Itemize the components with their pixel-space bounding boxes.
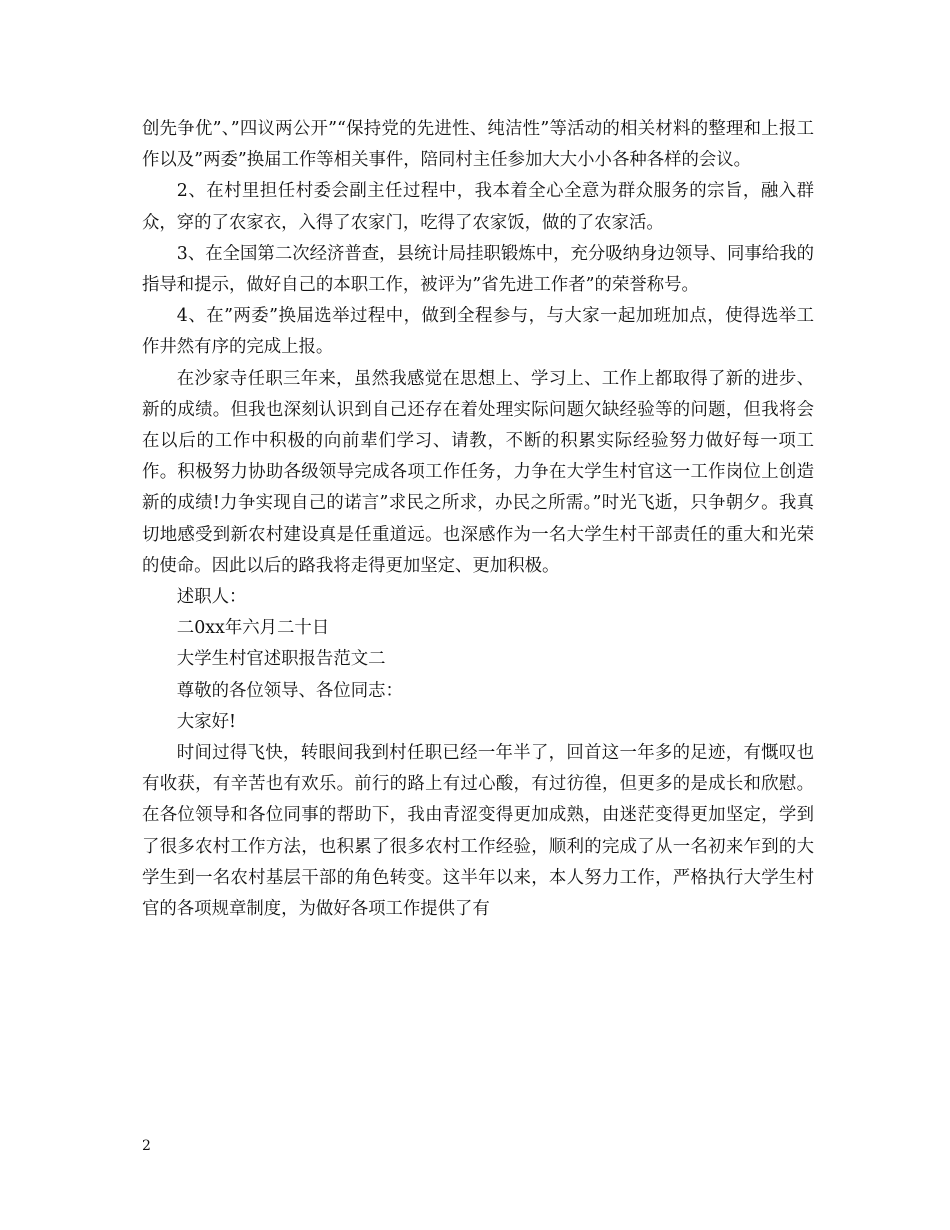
paragraph: 创先争优”、”四议两公开”“保持党的先进性、纯洁性”等活动的相关材料的整理和上报工作以及”两委”换届工作等相关事件，陪同村主任参加大大小小各种各样的会议。 [142, 119, 814, 171]
greeting: 大家好! [176, 711, 236, 732]
paragraph: 3、在全国第二次经济普查，县统计局挂职锻炼中，充分吸纳身边领导、同事给我的指导和提示，做好自己的本职工作，被评为”省先进工作者”的荣誉称号。 [142, 243, 814, 296]
section-title: 大学生村官述职报告范文二 [176, 649, 386, 670]
paragraph: 2、在村里担任村委会副主任过程中，我本着全心全意为群众服务的宗旨，融入群众，穿的了农家衣，入得了农家门，吃得了农家饭，做的了农家活。 [142, 181, 814, 233]
paragraph: 4、在”两委”换届选举过程中，做到全程参与，与大家一起加班加点，使得选举工作井然有序的完成上报。 [142, 306, 814, 358]
signature-label: 述职人： [176, 587, 247, 608]
document-body [142, 114, 814, 925]
salutation: 尊敬的各位领导、各位同志： [176, 680, 403, 701]
page-number: 2 [142, 1138, 151, 1154]
paragraph: 时间过得飞快，转眼间我到村任职已经一年半了，回首这一年多的足迹，有慨叹也有收获，有辛苦也有欢乐。前行的路上有过心酸，有过彷徨，但更多的是成长和欣慰。在各位领导和各位同事的帮助下，我由青涩变得更加成熟，由迷茫变得更加坚定，学到了很多农村工作方法，也积累了很多农村工作经验，顺利的完成了从一名初来乍到的大学生到一名农村基层干部的角色转变。这半年以来，本人努力工作，严格执行大学生村官的各项规章制度，为做好各项工作提供了有 [142, 743, 814, 920]
paragraph: 在沙家寺任职三年来，虽然我感觉在思想上、学习上、工作上都取得了新的进步、新的成绩。但我也深刻认识到自己还存在着处理实际问题欠缺经验等的问题，但我将会在以后的工作中积极的向前辈们学习、请教，不断的积累实际经验努力做好每一项工作。积极努力协助各级领导完成各项工作任务，力争在大学生村官这一工作岗位上创造新的成绩!力争实现自己的诺言”求民之所求，办民之所需。”时光飞逝，只争朝夕。我真切地感受到新农村建设真是任重道远。也深感作为一名大学生村干部责任的重大和光荣的使命。因此以后的路我将走得更加坚定、更加积极。 [142, 368, 814, 576]
date-line: 二0xx年六月二十日 [176, 618, 330, 639]
